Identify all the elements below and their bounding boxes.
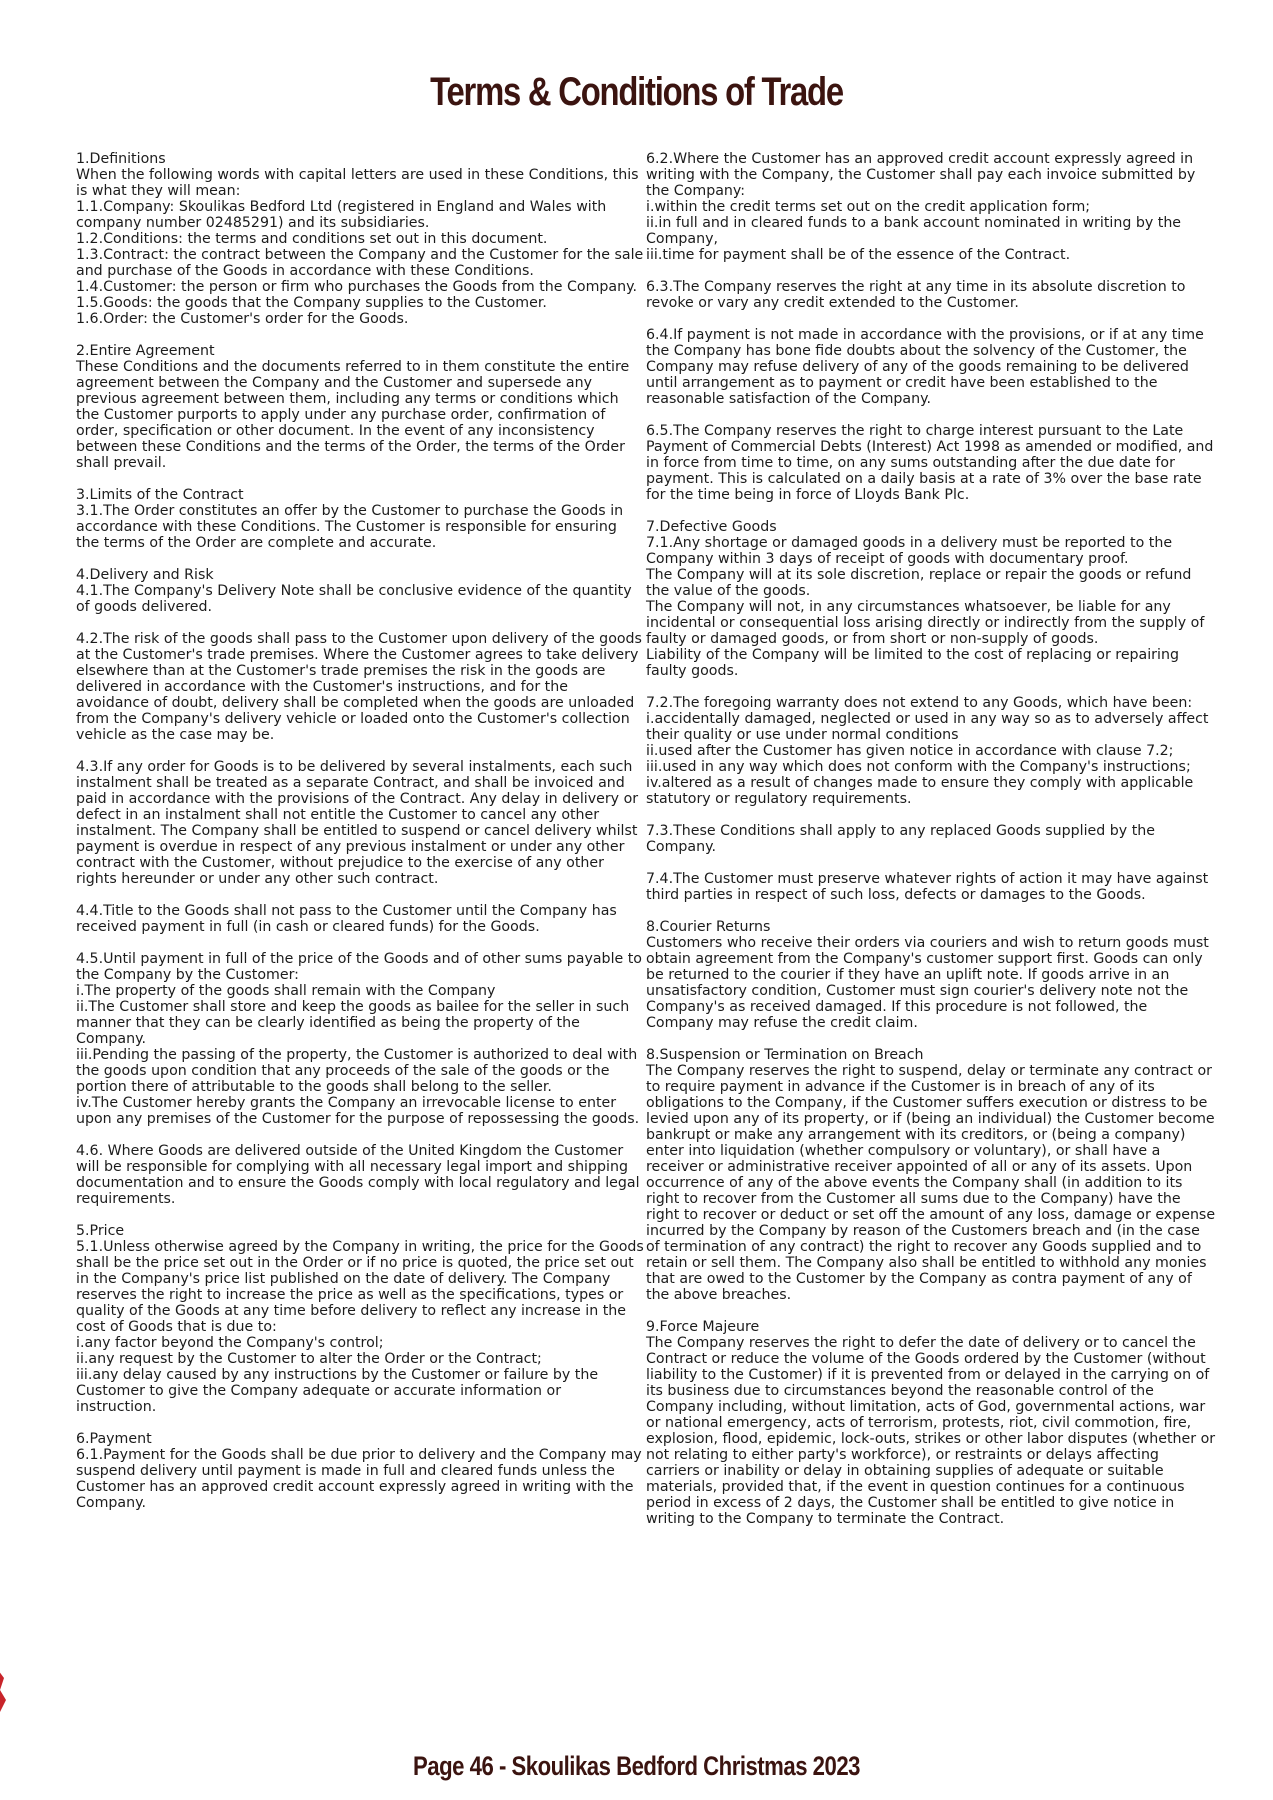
clause-6-3: 6.3.The Company reserves the right at any time in its absolute discretion to revoke or vary any credit extended to the Customer. xyxy=(646,279,1186,311)
clause-4-6: 4.6. Where Goods are delivered outside of the United Kingdom the Customer will be responsible for complying with all necessary legal import and shipping documentation and to ensure the Goods comply with local regulatory and legal requirements. xyxy=(76,1143,640,1207)
section-defective-goods: 7.Defective Goods 7.1.Any shortage or damaged goods in a delivery must be reported to the Company within 3 days of receipt of goods with documentary proof. The Company will at its sole discretion, replace or repair the goods or refund the value of the goods. The Company will not, in any circumstances whatsoever, be liable for any incidental or consequential loss arising directly or indirectly from the supply of faulty or damaged goods, or from short or non-supply of goods. Liability of the Company will be limited to the cost of replacing or repairing faulty goods. xyxy=(646,519,1205,679)
section-price: 5.Price 5.1.Unless otherwise agreed by the Company in writing, the price for the Goods shall be the price set out in the Order or if no price is quoted, the price set out in the Company's price list published on the date of delivery. The Company reserves the right to increase the price as well as the specifications, types or quality of the Goods at any time before delivery to reflect any increase in the cost of Goods that is due to: i.any factor beyond the Company's control; ii.any request by the Customer to alter the Order or the Contract; iii.any delay caused by any instructions by the Customer or failure by the Customer to give the Company adequate or accurate information or instruction. xyxy=(76,1223,644,1415)
clause-6-4: 6.4.If payment is not made in accordance with the provisions, or if at any time the Company has bone fide doubts about the solvency of the Customer, the Company may refuse delivery of any of the goods remaining to be delivered until arrangement as to payment or credit have been established to the reasonable satisfaction of the Company. xyxy=(646,327,1204,407)
clause-6-5: 6.5.The Company reserves the right to charge interest pursuant to the Late Payment of Commercial Debts (Interest) Act 1998 as amended or modified, and in force from time to time, on any sums outstanding after the due date for payment. This is calculated on a daily basis at a rate of 3% over the base rate for the time being in force of Lloyds Bank Plc. xyxy=(646,423,1214,503)
section-entire-agreement: 2.Entire Agreement These Conditions and the documents referred to in them constitute the entire agreement between the Company and the Customer and supersede any previous agreement between them, including any terms or conditions which the Customer purports to apply under any purchase order, confirmation of order, specification or other document. In the event of any inconsistency between these Conditions and the terms of the Order, the terms of the Order shall prevail. xyxy=(76,343,630,471)
right-column xyxy=(646,151,1216,1543)
clause-4-5: 4.5.Until payment in full of the price of the Goods and of other sums payable to the Company by the Customer: i.The property of the goods shall remain with the Company ii.The Customer shall store and keep the goods as bailee for the seller in such manner that they can be clearly identified as being the property of the Company. iii.Pending the passing of the property, the Customer is authorized to deal with the goods upon condition that any proceeds of the sale of the goods or the portion there of attributable to the goods shall belong to the seller. iv.The Customer hereby grants the Company an irrevocable license to enter upon any premises of the Customer for the purpose of repossessing the goods. xyxy=(76,951,642,1127)
clause-4-4: 4.4.Title to the Goods shall not pass to the Customer until the Company has received payment in full (in cash or cleared funds) for the Goods. xyxy=(76,903,617,935)
left-column xyxy=(76,151,644,1527)
page-title: Terms & Conditions of Trade xyxy=(430,70,843,114)
clause-4-2: 4.2.The risk of the goods shall pass to the Customer upon delivery of the goods at the Customer's trade premises. Where the Customer agrees to take delivery elsewhere than at the Customer's trade premises the risk in the goods are delivered in accordance with the Customer's instructions, and for the avoidance of doubt, delivery shall be completed when the goods are unloaded from the Company's delivery vehicle or loaded onto the Customer's collection vehicle as the case may be. xyxy=(76,631,642,743)
section-delivery-and-risk: 4.Delivery and Risk 4.1.The Company's Delivery Note shall be conclusive evidence of the quantity of goods delivered. xyxy=(76,567,632,615)
section-suspension-termination: 8.Suspension or Termination on Breach The Company reserves the right to suspend, delay or terminate any contract or to require payment in advance if the Customer is in breach of any of its obligations to the Company, if the Customer suffers execution or distress to be levied upon any of its property, or if (being an individual) the Customer become bankrupt or make any arrangement with its creditors, or (being a company) enter into liquidation (whether compulsory or voluntary), or shall have a receiver or administrative receiver appointed of all or any of its assets. Upon occurrence of any of the above events the Company shall (in addition to its right to recover from the Customer all sums due to the Company) have the right to recover or deduct or set off the amount of any loss, damage or expense incurred by the Company by reason of the Customers breach and (in the case of termination of any contract) the right to recover any Goods supplied and to retain or sell them. The Company also shall be entitled to withhold any monies that are owed to the Customer by the Company as contra payment of any of the above breaches. xyxy=(646,1047,1216,1303)
italy-map-icon xyxy=(0,1600,30,1730)
section-force-majeure: 9.Force Majeure The Company reserves the right to defer the date of delivery or to cancel the Contract or reduce the volume of the Goods ordered by the Customer (without liability to the Customer) if it is prevented from or delayed in the carrying on of its business due to circumstances beyond the reasonable control of the Company including, without limitation, acts of God, governmental actions, war or national emergency, acts of terrorism, protests, riot, civil commotion, fire, explosion, flood, epidemic, lock-outs, strikes or other labor disputes (whether or not relating to either party's workforce), or restraints or delays affecting carriers or inability or delay in obtaining supplies of adequate or suitable materials, provided that, if the event in question continues for a continuous period in excess of 2 days, the Customer shall be entitled to give notice in writing to the Company to terminate the Contract. xyxy=(646,1319,1216,1527)
section-limits-of-contract: 3.Limits of the Contract 3.1.The Order constitutes an offer by the Customer to purchase the Goods in accordance with these Conditions. The Customer is responsible for ensuring the terms of the Order are complete and accurate. xyxy=(76,487,624,551)
section-definitions: 1.Definitions When the following words with capital letters are used in these Conditions, this is what they will mean: 1.1.Company: Skoulikas Bedford Ltd (registered in England and Wales with company number 02485291) and its subsidiaries. 1.2.Conditions: the terms and conditions set out in this document. 1.3.Contract: the contract between the Company and the Customer for the sale and purchase of the Goods in accordance with these Conditions. 1.4.Customer: the person or firm who purchases the Goods from the Company. 1.5.Goods: the goods that the Company supplies to the Customer. 1.6.Order: the Customer's order for the Goods. xyxy=(76,151,644,327)
page-footer: Page 46 - Skoulikas Bedford Christmas 2023 xyxy=(413,1751,860,1781)
clause-7-2: 7.2.The foregoing warranty does not extend to any Goods, which have been: i.accidentally damaged, neglected or used in any way so as to adversely affect their quality or use under normal conditions ii.used after the Customer has given notice in accordance with clause 7.2; iii.used in any way which does not conform with the Company's instructions; iv.altered as a result of changes made to ensure they comply with applicable statutory or regulatory requirements. xyxy=(646,695,1209,807)
clause-6-2: 6.2.Where the Customer has an approved credit account expressly agreed in writing with the Company, the Customer shall pay each invoice submitted by the Company: i.within the credit terms set out on the credit application form; ii.in full and in cleared funds to a bank account nominated in writing by the Company, iii.time for payment shall be of the essence of the Contract. xyxy=(646,151,1196,263)
section-payment: 6.Payment 6.1.Payment for the Goods shall be due prior to delivery and the Company may suspend delivery until payment is made in full and cleared funds unless the Customer has an approved credit account expressly agreed in writing with the Company. xyxy=(76,1431,642,1511)
clause-7-4: 7.4.The Customer must preserve whatever rights of action it may have against third parties in respect of such loss, defects or damages to the Goods. xyxy=(646,871,1209,903)
section-courier-returns: 8.Courier Returns Customers who receive their orders via couriers and wish to return goods must obtain agreement from the Company's customer support first. Goods can only be returned to the courier if they have an uplift note. If goods arrive in an unsatisfactory condition, Customer must sign courier's delivery note not the Company's as received damaged. If this procedure is not followed, the Company may refuse the credit claim. xyxy=(646,919,1209,1031)
clause-7-3: 7.3.These Conditions shall apply to any replaced Goods supplied by the Company. xyxy=(646,823,1155,855)
made-in-italy-badge xyxy=(0,1600,30,1730)
clause-4-3: 4.3.If any order for Goods is to be delivered by several instalments, each such instalment shall be treated as a separate Contract, and shall be invoiced and paid in accordance with the provisions of the Contract. Any delay in delivery or defect in an instalment shall not entitle the Customer to cancel any other instalment. The Company shall be entitled to suspend or cancel delivery whilst payment is overdue in respect of any previous instalment or under any other contract with the Customer, without prejudice to the exercise of any other rights hereunder or under any other such contract. xyxy=(76,759,639,887)
